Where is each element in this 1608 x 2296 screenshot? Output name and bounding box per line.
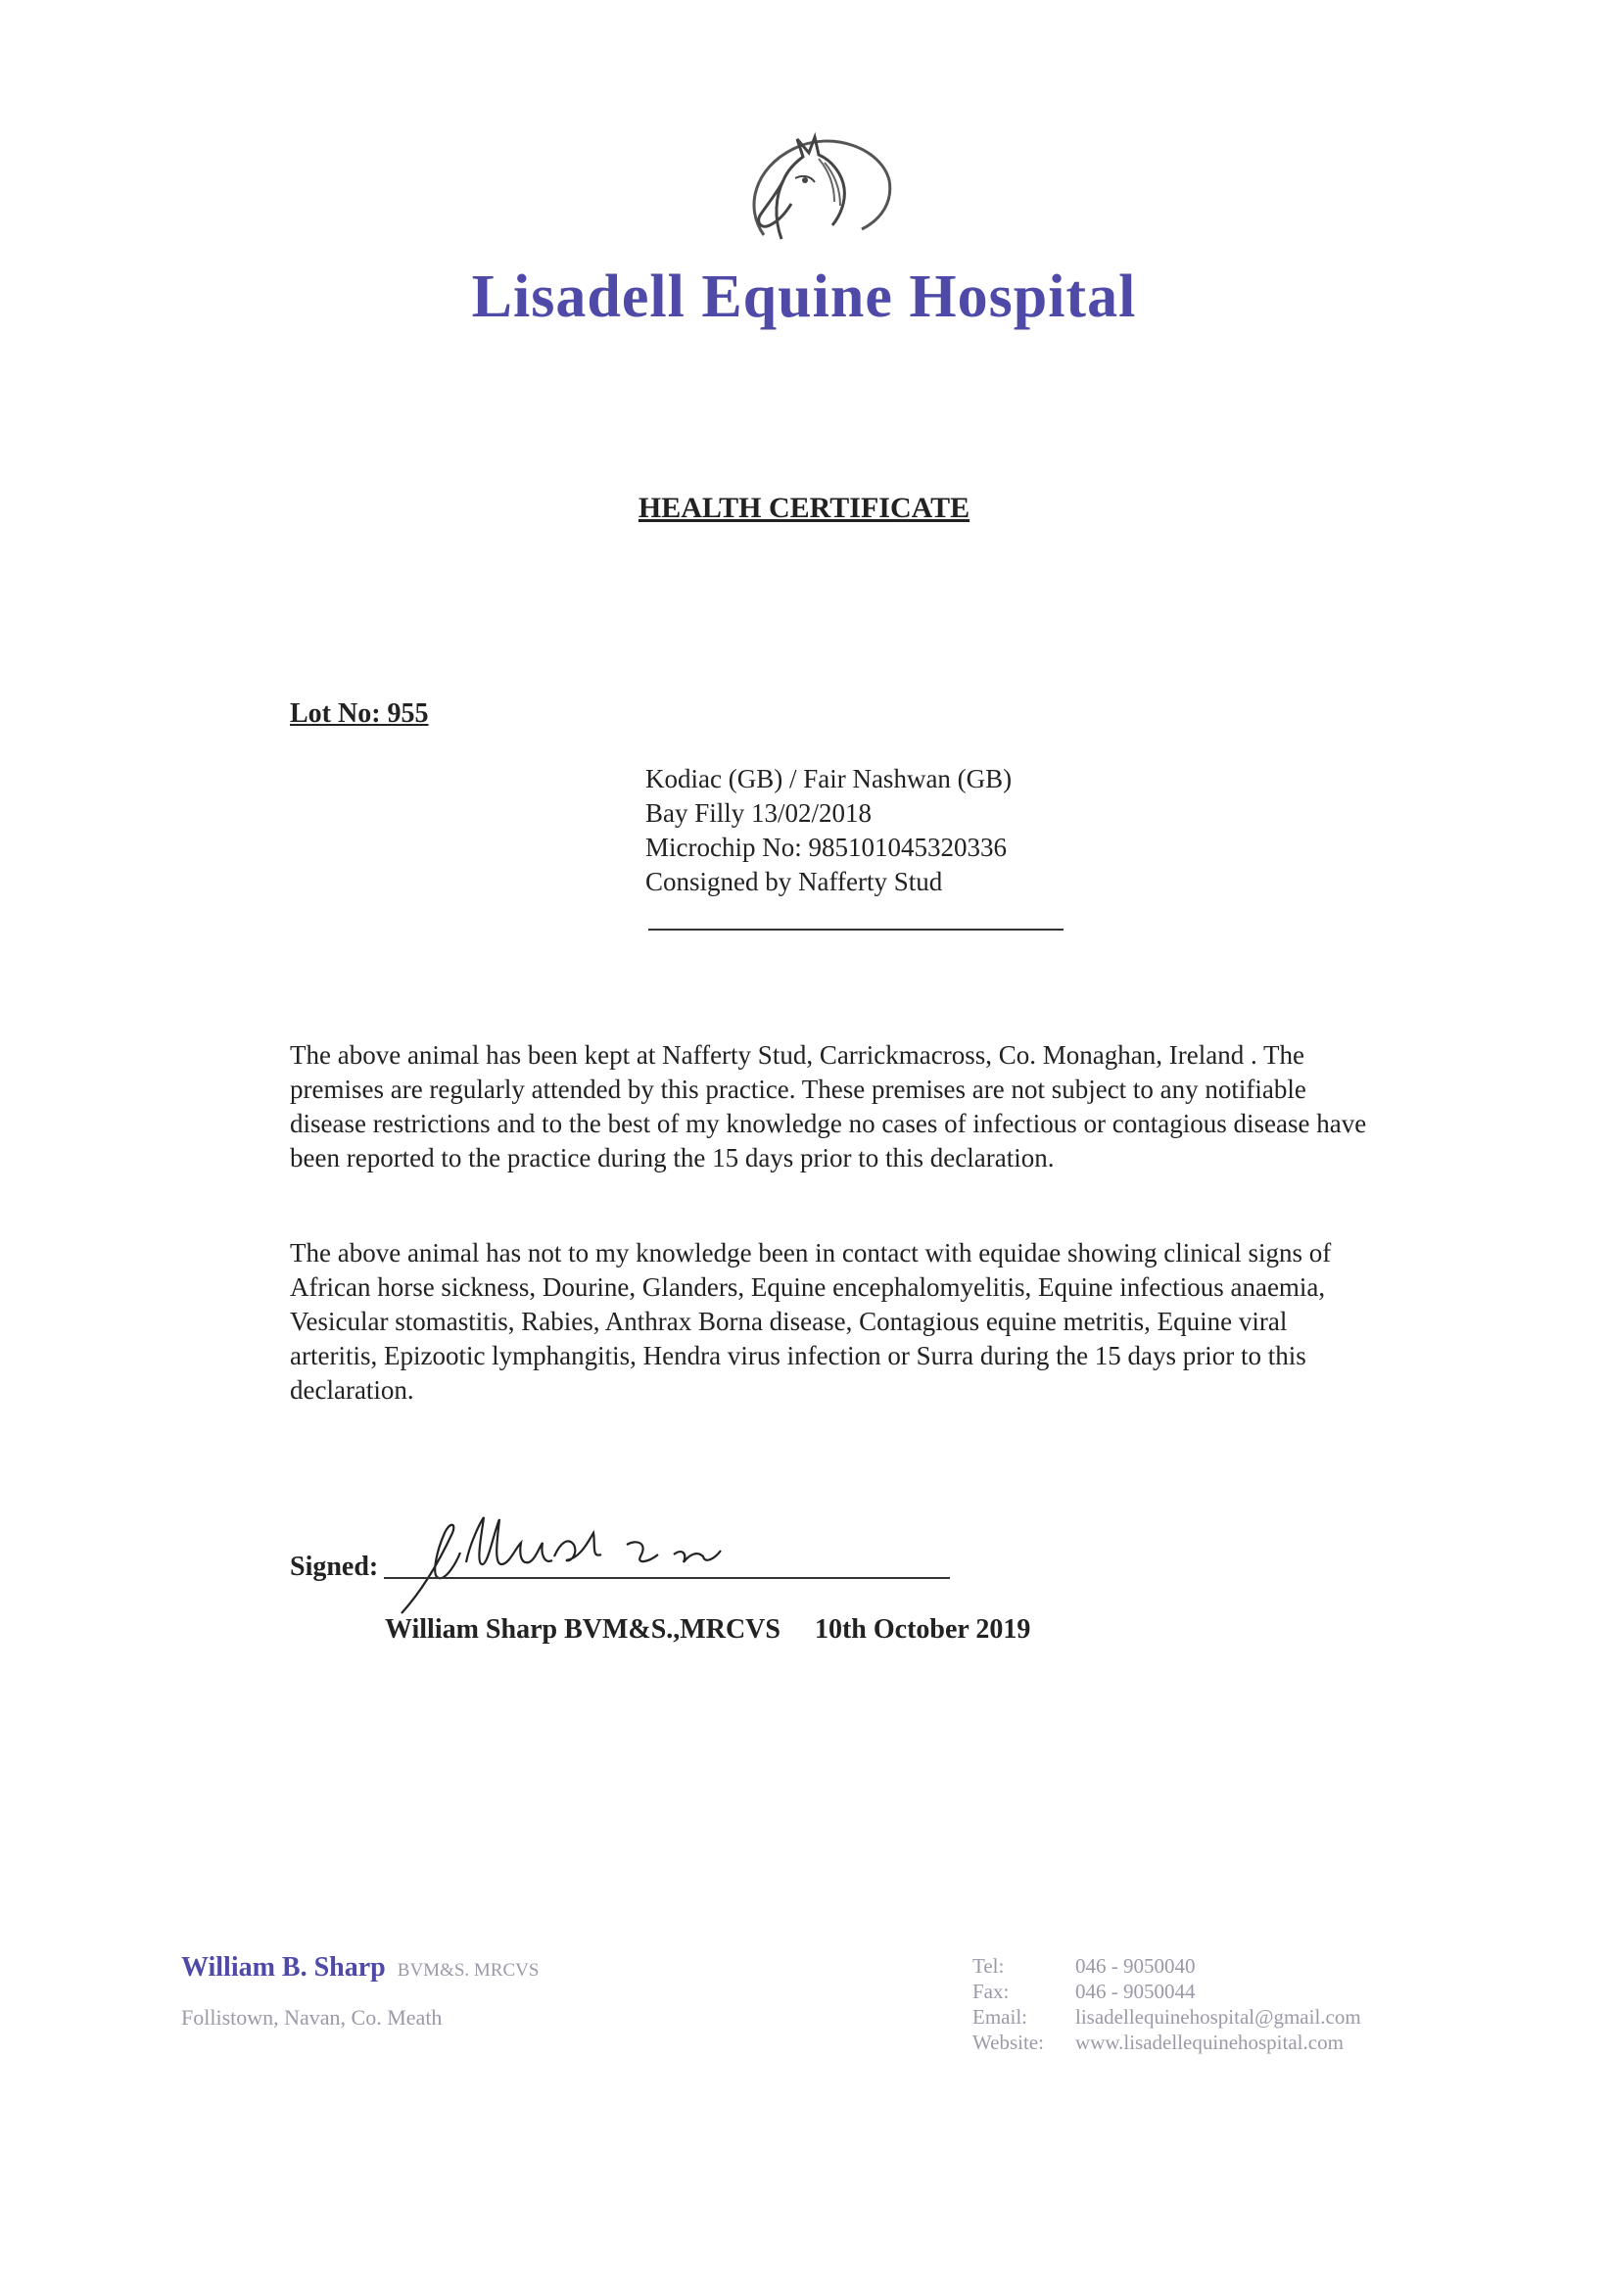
lot-number: Lot No: 955 [290,698,429,729]
contact-value: 046 - 9050044 [1075,1980,1196,2003]
footer-address: Follistown, Navan, Co. Meath [181,2005,443,2030]
signature-line [384,1577,950,1579]
contact-label: Website: [972,2031,1044,2054]
contact-website [972,2030,1361,2055]
contact-label: Fax: [972,1980,1010,2003]
signed-label: Signed: [290,1552,379,1582]
contact-email [972,2004,1361,2030]
contact-label: Email: [972,2005,1027,2029]
contact-value: 046 - 9050040 [1075,1954,1196,1978]
contact-value: lisadellequinehospital@gmail.com [1075,2005,1361,2029]
sex-dob-line: Bay Filly 13/02/2018 [645,798,873,828]
contact-label: Tel: [972,1954,1005,1978]
hospital-name: Lisadell Equine Hospital [471,263,1137,330]
contact-tel [972,1953,1361,1979]
footer-qualifications: BVM&S. MRCVS [397,1960,540,1981]
contact-value: www.lisadellequinehospital.com [1075,2031,1344,2054]
signer-block [385,1614,1030,1646]
premises-declaration: The above animal has been kept at Nafferty Stud, Carrickmacross, Co. Monaghan, Ireland . The premises are regularly attended by this practice. These premises are not subject to any notifiable disease restrictions and to the best of my knowledge no cases of infectious or contagious disease have been reported to the practice during the 15 days prior to this declaration. [290,1040,1367,1172]
horse-head-logo [725,120,901,247]
consignor-line: Consigned by Nafferty Stud [645,867,943,896]
disease-contact-declaration: The above animal has not to my knowledge been in contact with equidae showing clinical signs of African horse sickness, Dourine, Glanders, Equine encephalomyelitis, Equine infectious anaemia, Vesicular stomastitis, Rabies, Anthrax Borna disease, Contagious equine metritis, Equine viral arteritis, Epizootic lymphangitis, Hendra virus infection or Surra during the 15 days prior to this declaration. [290,1238,1332,1405]
horse-details [645,762,1012,899]
contact-fax [972,1979,1361,2004]
details-divider [648,929,1064,931]
handwritten-signature [392,1494,803,1621]
footer-practitioner [181,1952,539,2031]
signer-name: William Sharp BVM&S.,MRCVS [385,1614,780,1645]
pedigree-line: Kodiac (GB) / Fair Nashwan (GB) [645,764,1013,793]
signature-date: 10th October 2019 [814,1614,1031,1645]
certificate-title: HEALTH CERTIFICATE [638,492,970,524]
footer-name: William B. Sharp [181,1952,386,1983]
footer-contacts [972,1953,1361,2055]
microchip-line: Microchip No: 985101045320336 [645,833,1007,862]
